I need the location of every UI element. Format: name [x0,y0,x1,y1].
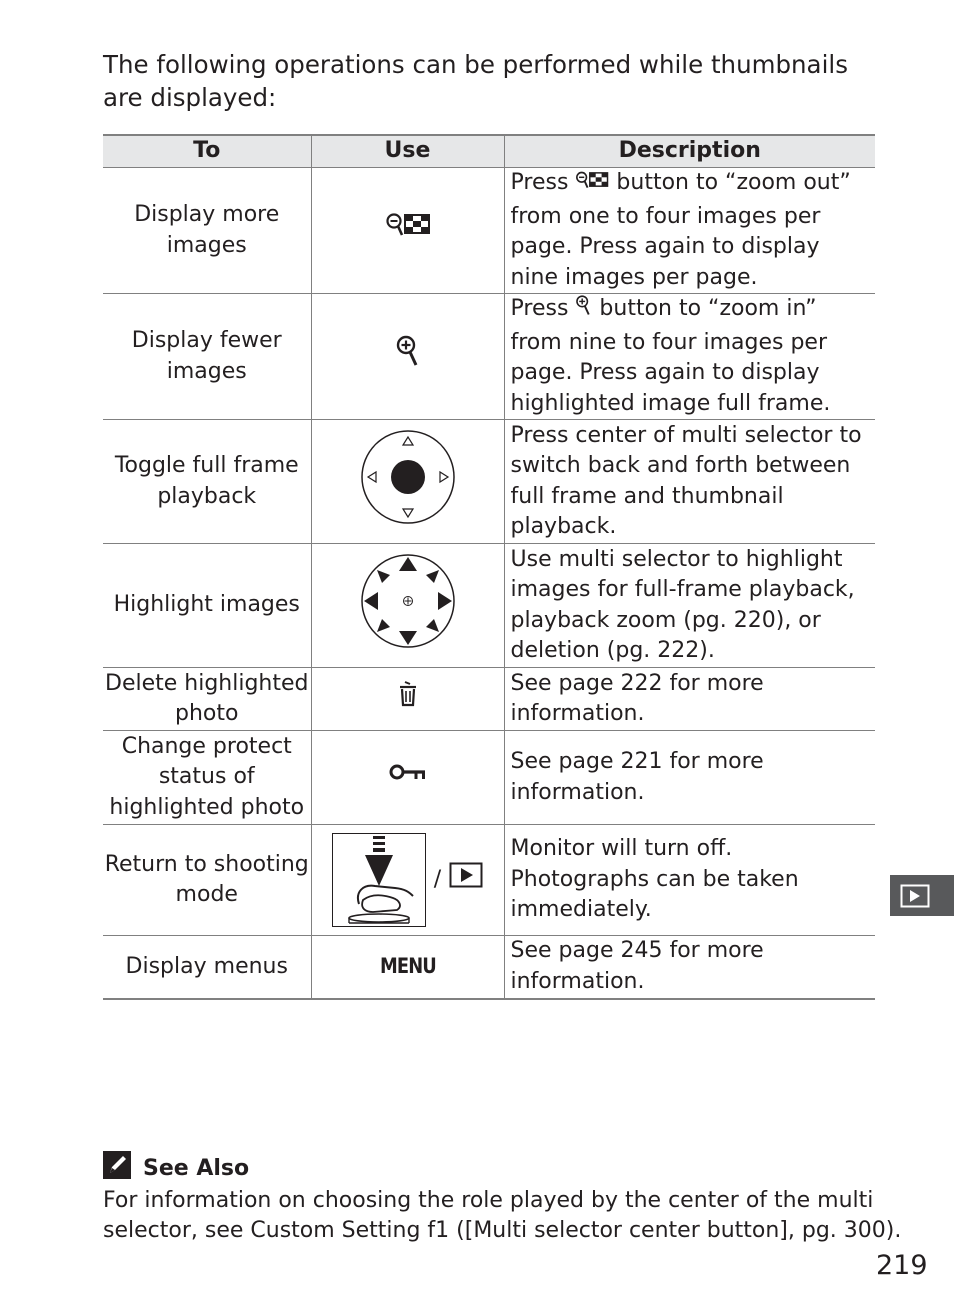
return-controls [312,833,504,927]
row-action: Change protect status of highlighted photo [103,731,311,825]
row-action: Return to shooting mode [103,825,311,936]
description-suffix: button to “zoom in” from nine to four images per page. Press again to display highlighted image full frame. [510,296,831,416]
operations-table [103,134,875,1000]
playback-icon [900,884,930,912]
row-description [504,294,875,420]
intro-text: The following operations can be performed while thumbnails are displayed: [103,50,848,112]
row-control [311,420,504,544]
description-prefix: Press [510,170,569,195]
row-description: Press center of multi selector to switch back and forth between full frame and thumbnail playback. [504,420,875,544]
row-action: Display menus [103,936,311,999]
shutter-release-icon [332,833,426,927]
header-to: To [103,135,311,168]
row-action: Toggle full frame playback [103,420,311,544]
row-control [311,731,504,825]
page-number: 219 [876,1250,928,1281]
table-header-row [103,135,875,168]
row-description: See page 222 for more information. [504,668,875,731]
row-control [311,936,504,999]
row-description: See page 221 for more information. [504,731,875,825]
row-description [504,168,875,294]
see-also-title: See Also [143,1155,250,1181]
row-action: Highlight images [103,544,311,668]
table-row [103,294,875,420]
table-row [103,168,875,294]
see-also-section [103,1150,903,1246]
playback-icon [449,862,483,898]
table-row [103,731,875,825]
trash-icon [397,680,419,718]
see-also-text: For information on choosing the role played by the center of the multi selector, see Custom Setting f1 ([Multi selector center button], pg. 300). [103,1188,902,1243]
description-suffix: button to “zoom out” from one to four images per page. Press again to display nine images per page. [510,170,851,290]
row-description: Use multi selector to highlight images for full-frame playback, playback zoom (pg. 220), or deletion (pg. 222). [504,544,875,668]
description-prefix: Press [510,296,569,321]
zoom-in-icon [395,334,421,380]
table-row [103,825,875,936]
zoom-in-icon [575,294,592,328]
multi-selector-center-icon [358,427,458,537]
control-separator: / [433,866,442,892]
table-row [103,936,875,999]
multi-selector-directions-icon [358,551,458,661]
row-control [311,294,504,420]
row-description: See page 245 for more information. [504,936,875,999]
table-row [103,668,875,731]
zoom-out-thumbnail-icon [385,212,431,250]
row-control [311,168,504,294]
table-row [103,420,875,544]
row-control [311,825,504,936]
menu-button-label: MENU [379,954,436,978]
protect-key-icon [388,762,428,794]
row-action: Display fewer images [103,294,311,420]
see-also-heading [103,1150,903,1186]
row-description: Monitor will turn off. Photographs can be taken immediately. [504,825,875,936]
row-control [311,544,504,668]
zoom-out-thumbnail-icon [575,170,609,202]
header-description: Description [504,135,875,168]
row-action: Delete highlighted photo [103,668,311,731]
pencil-note-icon [103,1151,131,1185]
row-control [311,668,504,731]
row-action: Display more images [103,168,311,294]
table-row [103,544,875,668]
header-use: Use [311,135,504,168]
section-tab [890,875,954,916]
